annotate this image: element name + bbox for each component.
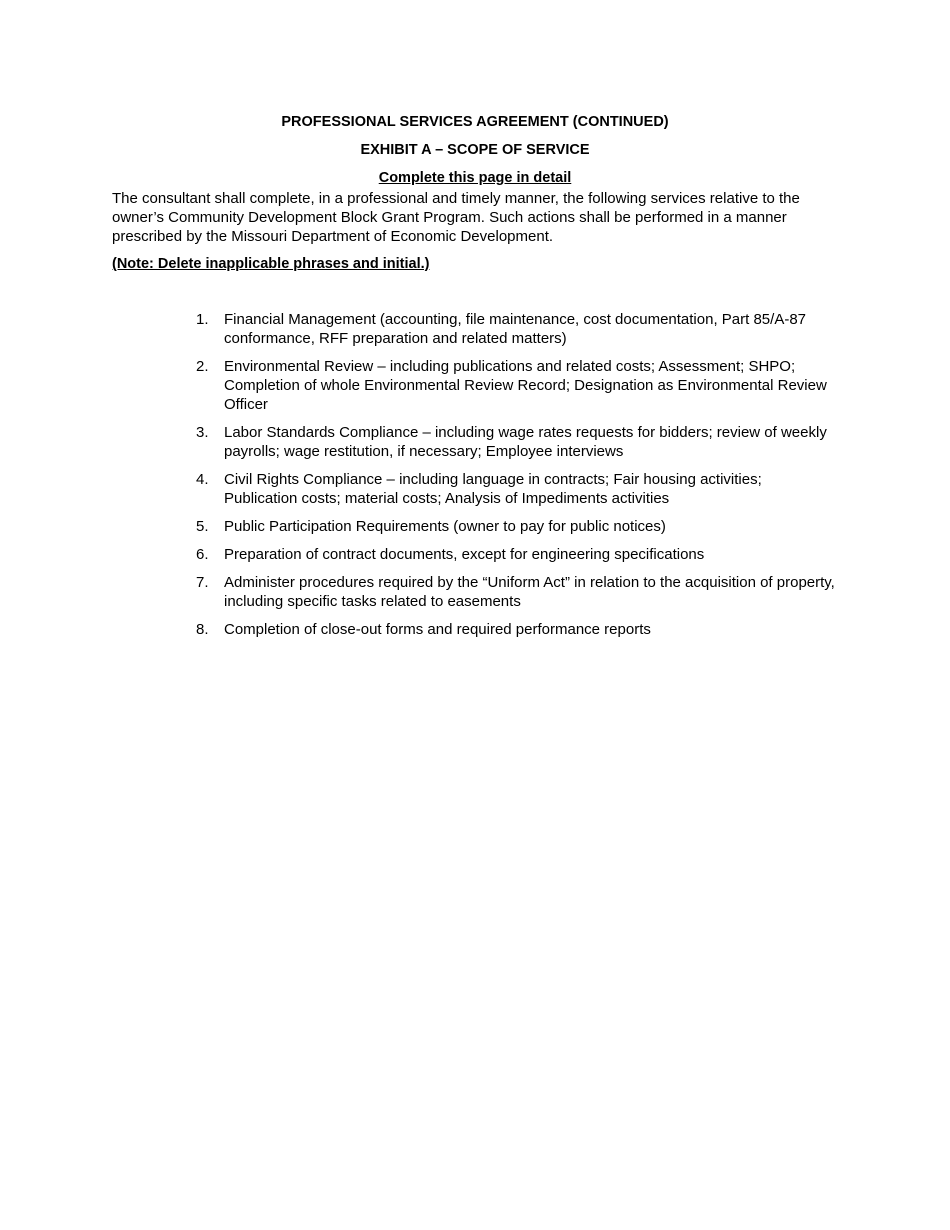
list-item-text: Financial Management (accounting, file maintenance, cost documentation, Part 85/A-87 conformance, RFF preparation and related matters) (224, 311, 806, 347)
list-item-text: Administer procedures required by the “Uniform Act” in relation to the acquisition of property, including specific tasks related to easements (224, 574, 835, 610)
list-item-text: Labor Standards Compliance – including wage rates requests for bidders; review of weekly payrolls; wage restitution, if necessary; Employee interviews (224, 424, 827, 460)
list-item (196, 310, 838, 348)
list-item-number: 2. (196, 358, 209, 375)
list-item-number: 4. (196, 471, 209, 488)
list-item-text: Completion of close-out forms and required performance reports (224, 621, 651, 638)
list-item-number: 6. (196, 546, 209, 563)
list-item-text: Preparation of contract documents, except for engineering specifications (224, 546, 705, 563)
instruction-heading: Complete this page in detail (378, 170, 572, 186)
exhibit-subtitle: EXHIBIT A – SCOPE OF SERVICE (360, 142, 590, 158)
list-item-text: Public Participation Requirements (owner to pay for public notices) (224, 518, 666, 535)
list-item-number: 5. (196, 518, 209, 535)
list-item-number: 8. (196, 621, 209, 638)
intro-paragraph: The consultant shall complete, in a professional and timely manner, the following services relative to the owner’s Community Development Block Grant Program. Such actions shall be performed in a manner prescribed by the Missouri Department of Economic Development. (112, 190, 800, 245)
list-item-number: 3. (196, 424, 209, 441)
list-item (196, 545, 838, 564)
list-item-text: Environmental Review – including publications and related costs; Assessment; SHPO; Completion of whole Environmental Review Record; Designation as Environmental Review Officer (224, 358, 827, 413)
note-text: (Note: Delete inapplicable phrases and initial.) (112, 256, 430, 272)
document-title: PROFESSIONAL SERVICES AGREEMENT (CONTINUED) (281, 114, 669, 130)
services-list (112, 310, 838, 639)
list-item (196, 423, 838, 461)
list-item (196, 470, 838, 508)
list-item (196, 573, 838, 611)
list-item-number: 1. (196, 311, 209, 328)
list-item-text: Civil Rights Compliance – including language in contracts; Fair housing activities; Publication costs; material costs; Analysis of Impediments activities (224, 471, 762, 507)
list-item (196, 620, 838, 639)
list-item (196, 357, 838, 414)
list-item-number: 7. (196, 574, 209, 591)
list-item (196, 517, 838, 536)
